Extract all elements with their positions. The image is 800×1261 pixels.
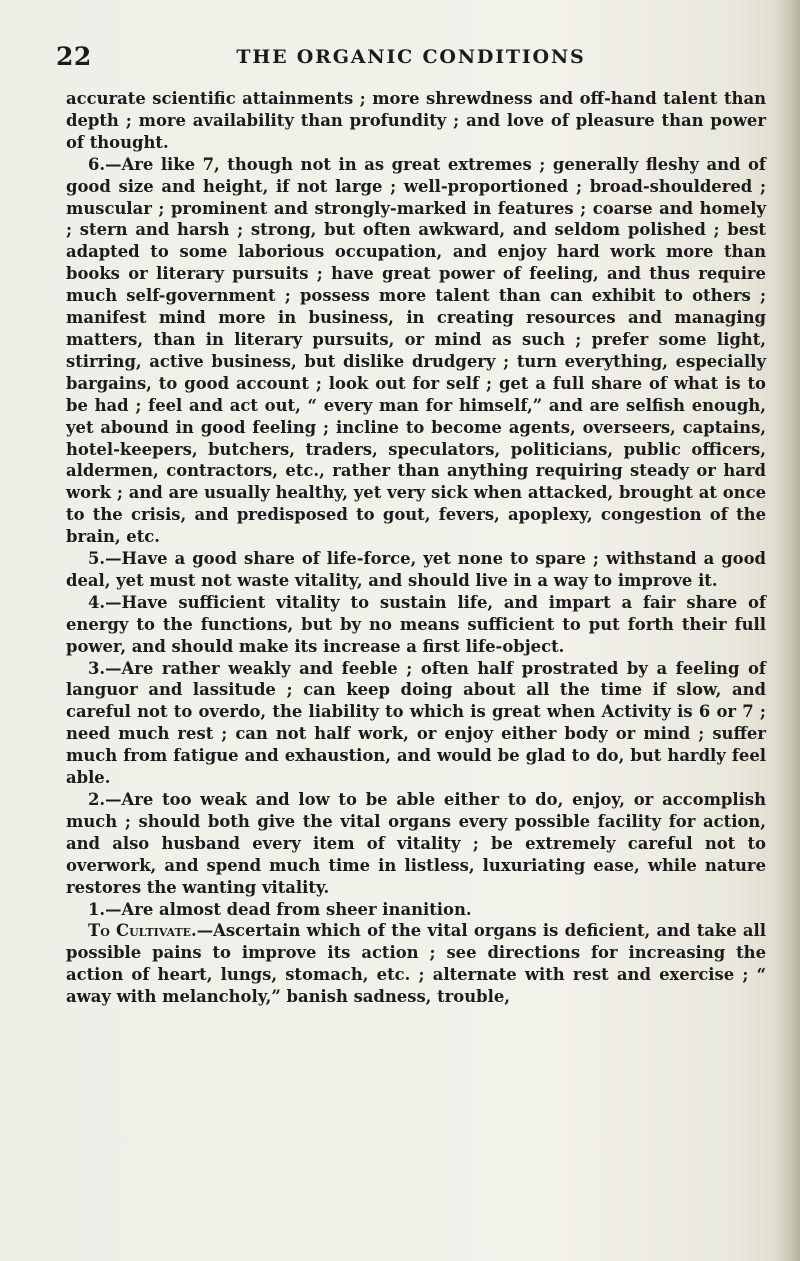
page-number: 22 — [56, 42, 92, 71]
paragraph-continuation: accurate scientific attainments ; more shrewdness and off-hand talent than depth ; more availability than profundity ; and love of pleasure than power of thought. — [66, 89, 766, 152]
body-text — [66, 88, 766, 1008]
paragraph-level-5: 5.—Have a good share of life-force, yet none to spare ; withstand a good deal, yet must not waste vitality, and should live in a way to improve it. — [66, 549, 766, 590]
page-edge-shadow — [774, 0, 800, 1261]
paragraph-level-6: 6.—Are like 7, though not in as great extremes ; generally fleshy and of good size and height, if not large ; well-proportioned ; broad-shouldered ; muscular ; prominent and strongly-marked in features ; coarse and homely ; stern and harsh ; strong, but often awkward, and seldom polished ; best adapted to some laborious occupation, and enjoy hard work more than books or literary pursuits ; have great power of feeling, and thus require much self-government ; possess more talent than can exhibit to others ; manifest mind more in business, in creating resources and managing matters, than in literary pursuits, or mind as such ; prefer some light, stirring, active business, but dislike drudgery ; turn everything, especially bargains, to good account ; look out for self ; get a full share of what is to be had ; feel and act out, “ every man for himself,” and are selfish enough, yet abound in good feeling ; incline to become agents, overseers, captains, hotel-keepers, butchers, traders, speculators, politicians, public officers, aldermen, contractors, etc., rather than anything requiring steady or hard work ; and are usually healthy, yet very sick when attacked, brought at once to the crisis, and predisposed to gout, fevers, apoplexy, congestion of the brain, etc. — [66, 154, 766, 547]
paragraph-level-4: 4.—Have sufficient vitality to sustain life, and impart a fair share of energy to the functions, but by no means sufficient to put forth their full power, and should make its increase a first life-object. — [66, 592, 766, 656]
cultivate-text: —Ascertain which of the vital organs is deficient, and take all possible pains to improve its action ; see directions for increasing the action of heart, lungs, stomach, etc. ; alternate with rest and exercise ; “ away with melancholy,” banish sadness, trouble, — [66, 921, 766, 1007]
cultivate-label: To Cultivate. — [88, 921, 197, 941]
running-head: THE ORGANIC CONDITIONS — [236, 46, 586, 68]
paragraph-level-1: 1.—Are almost dead from sheer inanition. — [88, 899, 472, 919]
page-header — [56, 42, 766, 82]
paragraph-level-2: 2.—Are too weak and low to be able either to do, enjoy, or accomplish much ; should both give the vital organs every possible facility for action, and also husband every item of vitality ; be extremely careful not to overwork, and spend much time in listless, luxuriating ease, while nature restores the wanting vitality. — [66, 790, 766, 897]
paragraph-cultivate — [66, 920, 766, 1008]
paragraph-level-3: 3.—Are rather weakly and feeble ; often half prostrated by a feeling of languor and lassitude ; can keep doing about all the time if slow, and careful not to overdo, the liability to which is great when Activity is 6 or 7 ; need much rest ; can not half work, or enjoy either body or mind ; suffer much from fatigue and exhaustion, and would be glad to do, but hardly feel able. — [66, 658, 766, 788]
